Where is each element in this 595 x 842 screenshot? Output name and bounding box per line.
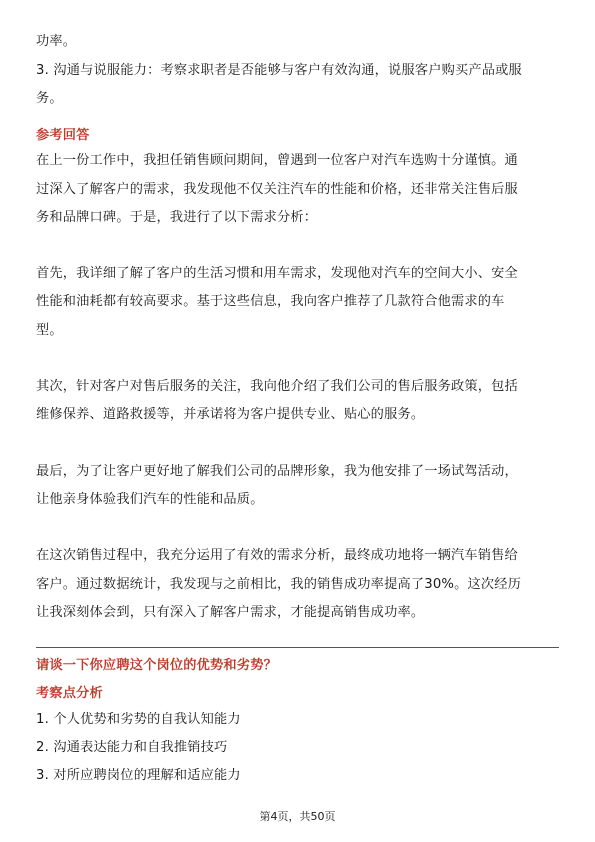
- text-line: 让他亲身体验我们汽车的性能和品质。: [36, 492, 264, 507]
- list-item: 2. 沟通表达能力和自我推销技巧: [36, 740, 228, 755]
- section-divider: [36, 647, 559, 648]
- text-line: 务和品牌口碑。于是，我进行了以下需求分析：: [36, 210, 318, 225]
- reference-answer-heading: 参考回答: [36, 128, 90, 143]
- list-item: 3. 对所应聘岗位的理解和适应能力: [36, 768, 241, 783]
- text-line: 其次，针对客户对售后服务的关注，我向他介绍了我们公司的售后服务政策，包括: [36, 379, 518, 394]
- exam-points-heading: 考察点分析: [36, 686, 103, 701]
- list-item: 1. 个人优势和劣势的自我认知能力: [36, 712, 241, 727]
- text-line: 首先，我详细了解了客户的生活习惯和用车需求，发现他对汽车的空间大小、安全: [36, 266, 518, 281]
- text-line: 过深入了解客户的需求，我发现他不仅关注汽车的性能和价格，还非常关注售后服: [36, 182, 518, 197]
- text-line: 在这次销售过程中，我充分运用了有效的需求分析，最终成功地将一辆汽车销售给: [36, 548, 518, 563]
- text-line: 性能和油耗都有较高要求。基于这些信息，我向客户推荐了几款符合他需求的车: [36, 294, 505, 309]
- page-number: 第4页，共50页: [259, 810, 336, 823]
- text-line: 在上一份工作中，我担任销售顾问期间，曾遇到一位客户对汽车选购十分谨慎。通: [36, 153, 518, 168]
- text-line: 务。: [36, 91, 63, 106]
- text-line: 客户。通过数据统计，我发现与之前相比，我的销售成功率提高了30%。这次经历: [36, 577, 522, 592]
- text-line: 最后，为了让客户更好地了解我们公司的品牌形象，我为他安排了一场试驾活动，: [36, 464, 518, 479]
- text-line: 让我深刻体会到，只有深入了解客户需求，才能提高销售成功率。: [36, 605, 425, 620]
- text-line: 3. 沟通与说服能力：考察求职者是否能够与客户有效沟通，说服客户购买产品或服: [36, 63, 522, 78]
- text-line: 型。: [36, 323, 63, 338]
- text-line: 功率。: [36, 34, 77, 49]
- question-heading: 请谈一下你应聘这个岗位的优势和劣势？: [36, 658, 277, 673]
- text-line: 维修保养、道路救援等，并承诺将为客户提供专业、贴心的服务。: [36, 407, 425, 422]
